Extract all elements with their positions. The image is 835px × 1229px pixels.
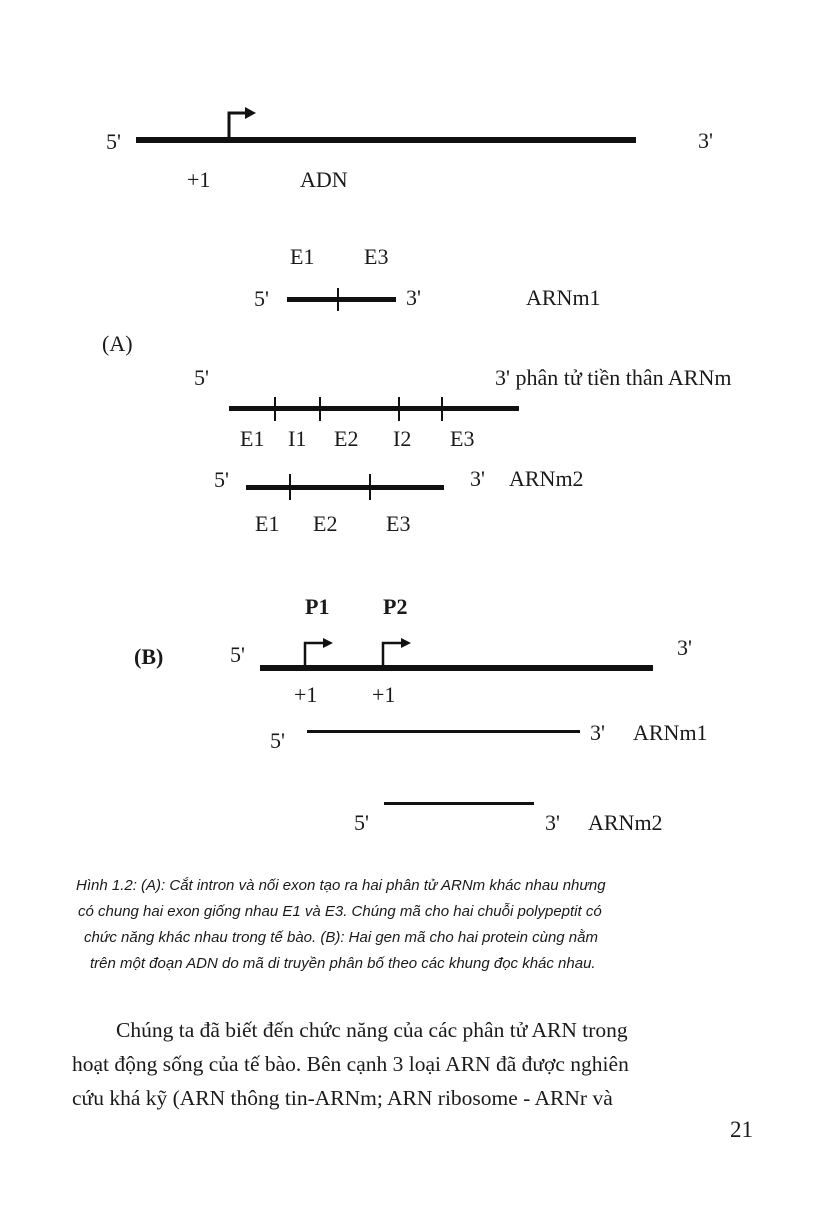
promoter-p1-arrow-icon	[305, 643, 325, 668]
caption-line: Hình 1.2: (A): Cắt intron và nối exon tạo ra hai phân tử ARNm khác nhau nhưng	[76, 877, 606, 894]
precursor-5prime-label: 5'	[194, 365, 209, 390]
b-arnm2-5prime-label: 5'	[354, 810, 369, 835]
caption-line: trên một đoạn ADN do mã di truyền phân bố theo các khung đọc khác nhau.	[90, 955, 596, 972]
dna-name-label: ADN	[300, 167, 348, 192]
dna-strand	[136, 137, 636, 143]
promoter-p2-arrow-icon	[383, 643, 403, 668]
precursor-strand	[229, 406, 519, 411]
precursor-tick-4	[441, 397, 443, 421]
arrow-head-icon	[245, 107, 256, 119]
arnm2-name-label: ARNm2	[509, 466, 584, 491]
b-arnm2-strand	[384, 802, 534, 805]
body-line: cứu khá kỹ (ARN thông tin-ARNm; ARN ribosome - ARNr và	[72, 1086, 613, 1110]
dna-start-label: +1	[187, 167, 211, 192]
panel-b-3prime-label: 3'	[677, 635, 692, 660]
start-label-1: +1	[294, 682, 318, 707]
start-label-2: +1	[372, 682, 396, 707]
arnm2-exon-label-e1: E1	[255, 511, 280, 536]
panel-a	[102, 244, 731, 536]
promoter-p2-label: P2	[383, 594, 408, 619]
figure-caption	[70, 873, 790, 977]
arnm1-junction-tick	[337, 288, 339, 311]
precursor-tick-1	[274, 397, 276, 421]
caption-line: có chung hai exon giống nhau E1 và E3. Chúng mã cho hai chuỗi polypeptit có	[78, 903, 602, 920]
b-arnm2-name-label: ARNm2	[588, 810, 663, 835]
precursor-segment-e1: E1	[240, 426, 265, 451]
transcription-start-arrow-icon	[229, 113, 247, 140]
panel-b-label: (B)	[134, 644, 164, 669]
promoter-p1-label: P1	[305, 594, 330, 619]
arnm1-strand	[287, 297, 396, 302]
precursor-segment-e3: E3	[450, 426, 475, 451]
panel-a-label: (A)	[102, 331, 133, 356]
precursor-tick-2	[319, 397, 321, 421]
body-paragraph	[72, 1013, 772, 1115]
b-arnm1-strand	[307, 730, 580, 733]
dna-strand-group	[106, 107, 713, 192]
arnm1-exon-label-e3: E3	[364, 244, 389, 269]
arnm1-name-label: ARNm1	[526, 285, 601, 310]
page-number: 21	[730, 1117, 753, 1142]
arnm1-5prime-label: 5'	[254, 286, 269, 311]
b-arnm1-5prime-label: 5'	[270, 728, 285, 753]
arnm2-exon-label-e3: E3	[386, 511, 411, 536]
promoter-p2-arrow-head-icon	[401, 638, 411, 648]
precursor-3prime-name-label: 3' phân tử tiền thân ARNm	[495, 365, 732, 390]
arnm1-3prime-label: 3'	[406, 285, 421, 310]
b-arnm2-3prime-label: 3'	[545, 810, 560, 835]
body-line: hoạt động sống của tế bào. Bên cạnh 3 loại ARN đã được nghiên	[72, 1052, 629, 1076]
body-line: Chúng ta đã biết đến chức năng của các phân tử ARN trong	[116, 1018, 628, 1042]
arnm2-tick-1	[289, 474, 291, 500]
precursor-segment-i2: I2	[393, 426, 412, 451]
panel-b	[134, 594, 708, 835]
panel-b-5prime-label: 5'	[230, 642, 245, 667]
precursor-tick-3	[398, 397, 400, 421]
arnm2-exon-label-e2: E2	[313, 511, 338, 536]
dna-3prime-label: 3'	[698, 128, 713, 153]
dna-5prime-label: 5'	[106, 129, 121, 154]
arnm2-strand	[246, 485, 444, 490]
precursor-segment-e2: E2	[334, 426, 359, 451]
panel-b-dna-strand	[260, 665, 653, 671]
b-arnm1-3prime-label: 3'	[590, 720, 605, 745]
arnm1-exon-label-e1: E1	[290, 244, 315, 269]
arnm2-3prime-label: 3'	[470, 466, 485, 491]
b-arnm1-name-label: ARNm1	[633, 720, 708, 745]
promoter-p1-arrow-head-icon	[323, 638, 333, 648]
arnm2-5prime-label: 5'	[214, 467, 229, 492]
caption-line: chức năng khác nhau trong tế bào. (B): Hai gen mã cho hai protein cùng nằm	[84, 929, 598, 946]
arnm2-tick-2	[369, 474, 371, 500]
precursor-segment-i1: I1	[288, 426, 307, 451]
